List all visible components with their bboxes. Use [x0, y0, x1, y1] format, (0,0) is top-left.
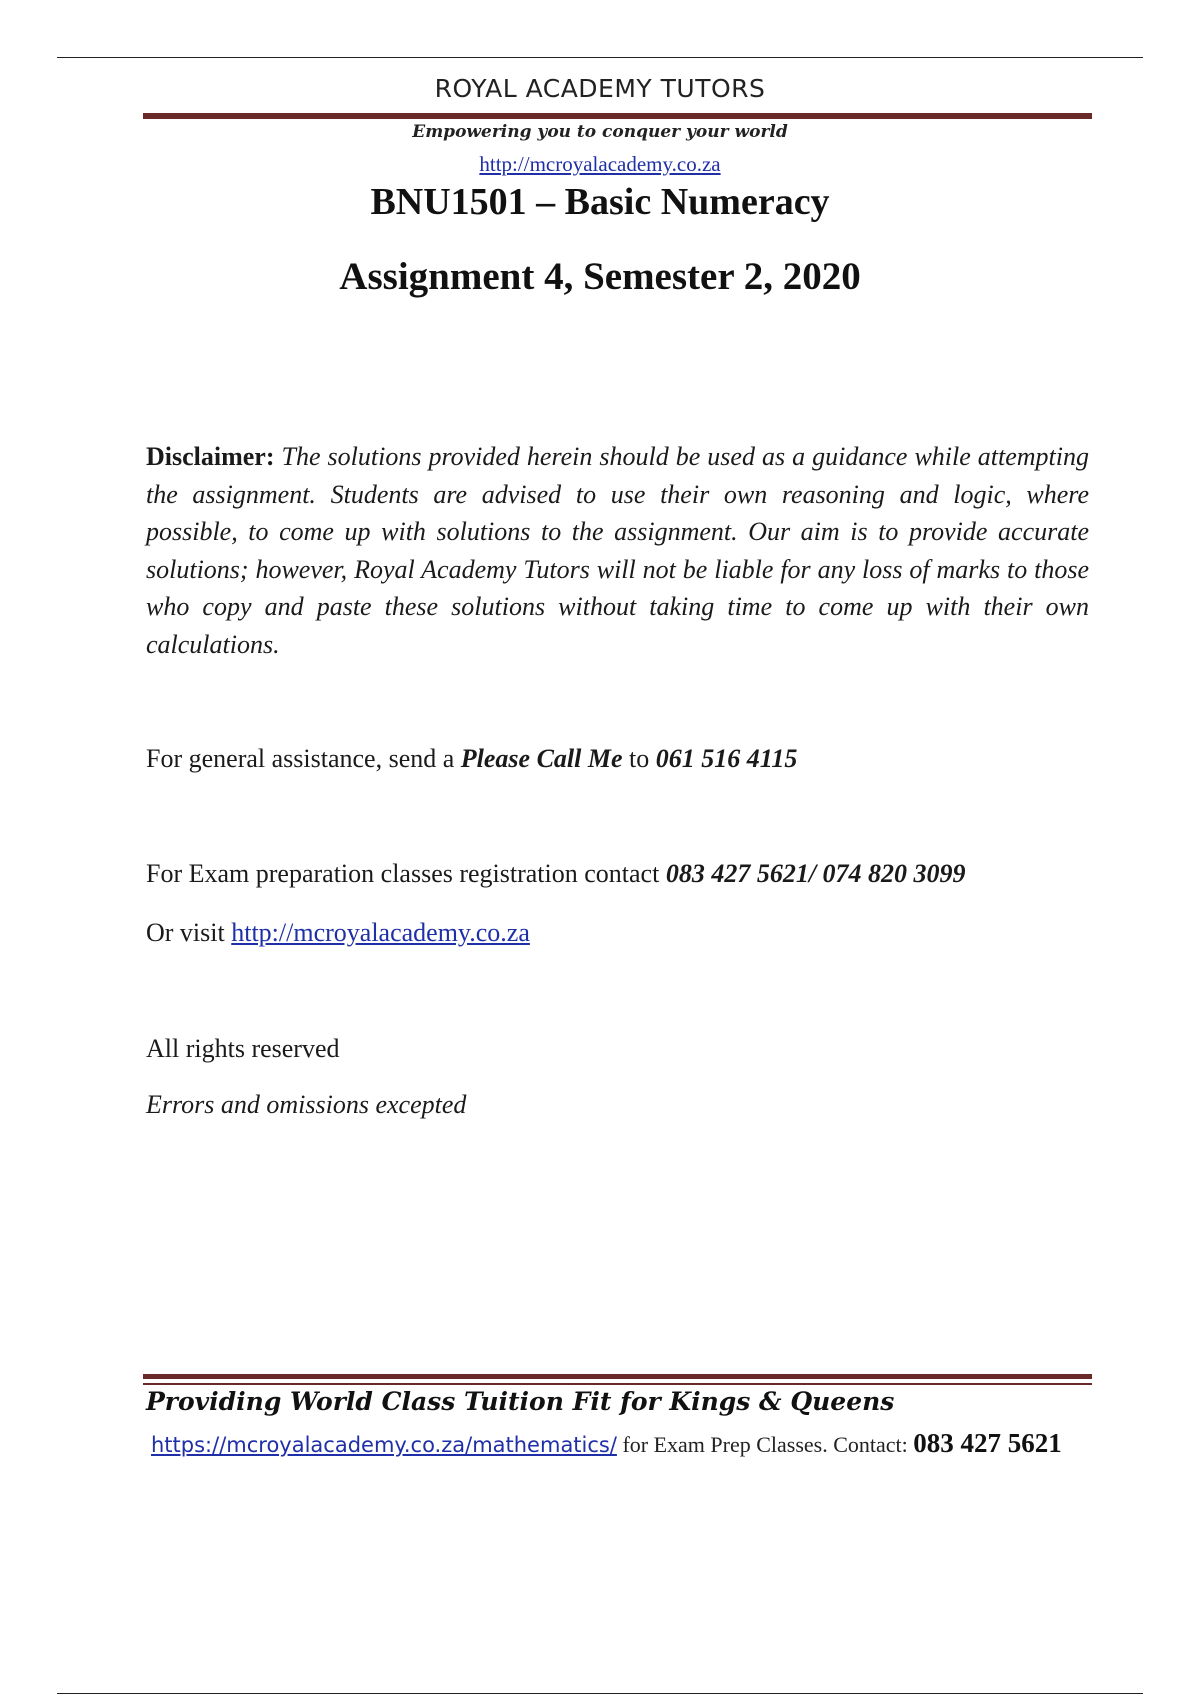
assistance-mid: to [622, 744, 656, 773]
disclaimer-text: The solutions provided herein should be used as a guidance while attempting the assignment. Students are advised to use their own reasoning and logic, where possible, to come up with solutions to the assignment. Our aim is to provide accurate solutions; however, Royal Academy Tutors will not be liable for any loss of marks to those who copy and paste these solutions without taking time to come up with their own calculations. [146, 442, 1089, 659]
assignment-title: Assignment 4, Semester 2, 2020 [339, 255, 861, 298]
course-title: BNU1501 – Basic Numeracy [370, 181, 830, 223]
footer-mathematics-link[interactable]: https://mcroyalacademy.co.za/mathematics/ [151, 1433, 617, 1457]
header-divider [143, 113, 1092, 119]
visit-prefix: Or visit [146, 918, 232, 947]
disclaimer-paragraph [146, 438, 1089, 663]
footer-contact-line [151, 1428, 1062, 1459]
footer-mid-text: for Exam Prep Classes. Contact: [616, 1432, 914, 1457]
exam-prep-prefix: For Exam preparation classes registration contact [146, 859, 666, 888]
disclaimer-label: Disclaimer: [146, 442, 275, 471]
assistance-line [146, 742, 797, 776]
page-top-divider [57, 57, 1143, 58]
document-header [0, 72, 1200, 106]
header-tagline: Empowering you to conquer your world [412, 122, 788, 142]
errors-omissions: Errors and omissions excepted [146, 1090, 467, 1119]
header-website-link[interactable]: http://mcroyalacademy.co.za [479, 152, 721, 176]
assistance-emphasis: Please Call Me [460, 744, 623, 773]
assistance-prefix: For general assistance, send a [146, 744, 461, 773]
footer-divider-thin [143, 1383, 1092, 1385]
footer-slogan: Providing World Class Tuition Fit for Kings & Queens [146, 1387, 895, 1416]
rights-reserved: All rights reserved [146, 1034, 340, 1063]
exam-prep-line [146, 857, 966, 891]
visit-website-link[interactable]: http://mcroyalacademy.co.za [231, 918, 530, 947]
exam-prep-phones: 083 427 5621/ 074 820 3099 [665, 859, 966, 888]
organization-name: ROYAL ACADEMY TUTORS [434, 74, 766, 103]
footer-divider [143, 1374, 1092, 1379]
footer-phone: 083 427 5621 [913, 1428, 1062, 1458]
assistance-phone: 061 516 4115 [655, 744, 798, 773]
visit-line [146, 916, 530, 950]
page-bottom-divider [57, 1693, 1143, 1694]
